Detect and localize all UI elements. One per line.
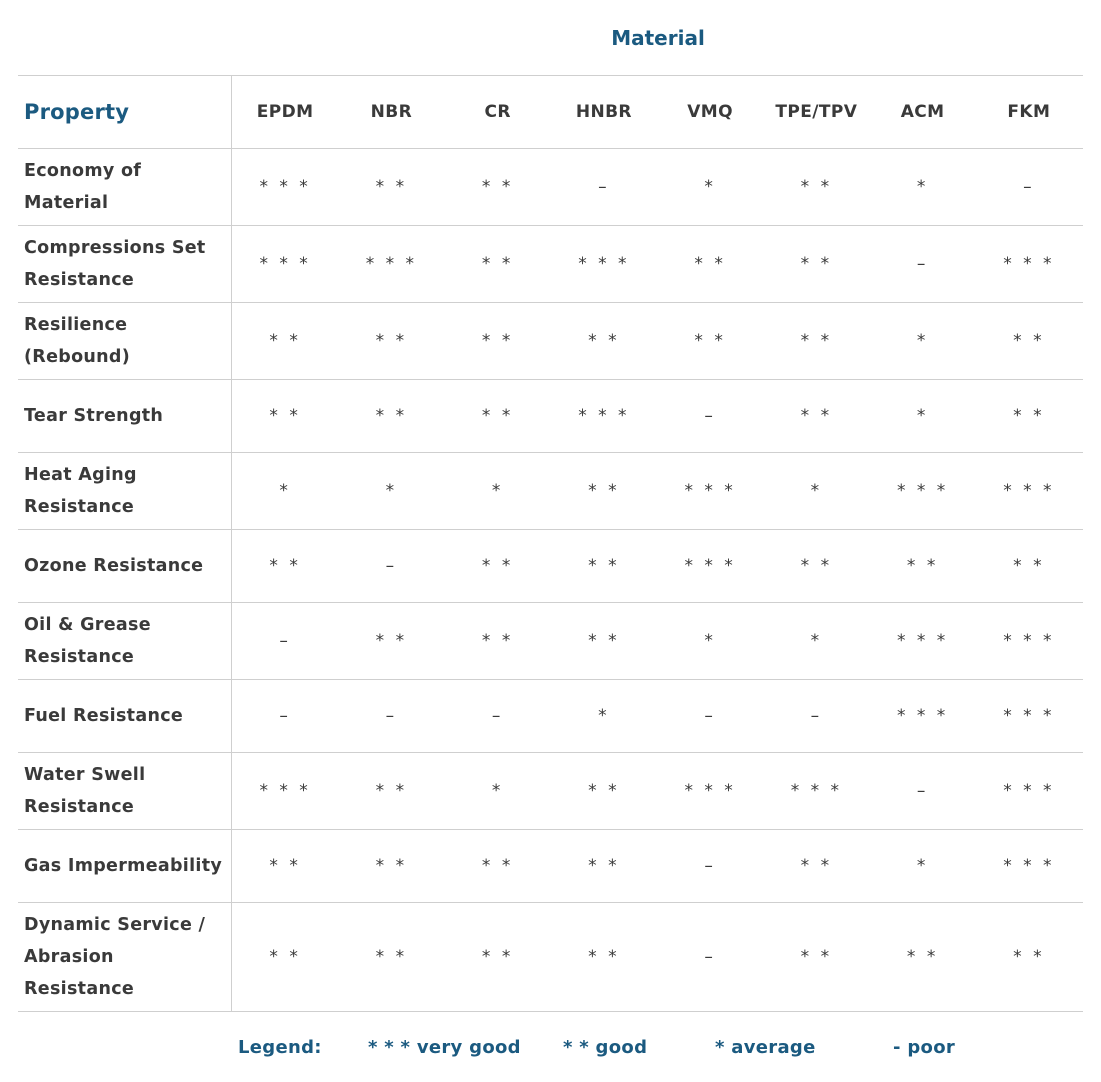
- property-cell: Compressions Set Resistance: [18, 226, 232, 302]
- rating-cell: * *: [800, 331, 833, 351]
- rating-cell: –: [1023, 177, 1035, 197]
- property-cell: Economy of Material: [18, 149, 232, 225]
- property-cell: Gas Impermeability: [18, 830, 232, 902]
- legend-very-good: * * * very good: [368, 1037, 521, 1058]
- rating-cell: * *: [375, 177, 408, 197]
- rating-cell: * *: [375, 781, 408, 801]
- rating-cell: * *: [375, 947, 408, 967]
- rating-cell: * * *: [259, 781, 311, 801]
- rating-cell: * * *: [259, 177, 311, 197]
- rating-cell: *: [810, 481, 823, 501]
- rating-cell: * * *: [684, 556, 736, 576]
- rating-cell: *: [279, 481, 291, 501]
- rating-cell: * *: [906, 556, 939, 576]
- rating-cell: –: [598, 177, 610, 197]
- material-header-hnbr: HNBR: [575, 102, 632, 122]
- property-cell: Oil & Grease Resistance: [18, 603, 232, 679]
- rating-cell: * *: [375, 631, 408, 651]
- rating-cell: –: [279, 631, 291, 651]
- rating-cell: * * *: [1003, 631, 1055, 651]
- rating-cell: * * *: [1003, 481, 1055, 501]
- table-row: [18, 226, 1083, 303]
- rating-cell: * * *: [365, 254, 418, 274]
- rating-cell: *: [916, 331, 929, 351]
- rating-cell: * *: [588, 781, 620, 801]
- rating-cell: * *: [800, 947, 833, 967]
- rating-cell: –: [279, 706, 291, 726]
- rating-cell: * * *: [578, 254, 630, 274]
- rating-cell: * *: [588, 556, 620, 576]
- rating-cell: * *: [1013, 406, 1045, 426]
- table-row: [18, 303, 1083, 380]
- rating-cell: * *: [481, 254, 514, 274]
- rating-cell: * *: [269, 406, 301, 426]
- property-cell: Tear Strength: [18, 380, 232, 452]
- rating-cell: * *: [1013, 331, 1045, 351]
- legend-average: * average: [715, 1037, 816, 1058]
- table-body: [18, 149, 1083, 1012]
- table-row: [18, 680, 1083, 753]
- material-header-nbr: NBR: [370, 102, 413, 122]
- material-header-cr: CR: [484, 102, 511, 122]
- rating-cell: * *: [481, 856, 514, 876]
- legend-poor: - poor: [893, 1037, 956, 1058]
- rating-cell: * * *: [1003, 856, 1055, 876]
- rating-cell: * * *: [896, 706, 949, 726]
- rating-cell: *: [598, 706, 610, 726]
- rating-cell: *: [385, 481, 398, 501]
- table-row: [18, 380, 1083, 453]
- rating-cell: –: [491, 706, 504, 726]
- rating-cell: –: [385, 556, 398, 576]
- rating-cell: * *: [375, 406, 408, 426]
- table-row: [18, 753, 1083, 830]
- rating-cell: * *: [694, 331, 726, 351]
- rating-cell: * *: [481, 631, 514, 651]
- legend-label: Legend:: [238, 1037, 322, 1058]
- property-header: Property: [18, 76, 232, 148]
- rating-cell: * * *: [578, 406, 630, 426]
- material-header-vmq: VMQ: [687, 102, 733, 122]
- rating-cell: * *: [481, 556, 514, 576]
- rating-cell: * * *: [684, 781, 736, 801]
- rating-cell: * * *: [896, 481, 949, 501]
- table-row: [18, 530, 1083, 603]
- rating-cell: * * *: [684, 481, 736, 501]
- rating-cell: *: [704, 177, 716, 197]
- rating-cell: –: [916, 781, 929, 801]
- rating-cell: *: [916, 856, 929, 876]
- legend-good: * * good: [563, 1037, 648, 1058]
- material-header-epdm: EPDM: [256, 102, 314, 122]
- rating-cell: –: [704, 406, 716, 426]
- rating-cell: * *: [481, 331, 514, 351]
- material-title: Material: [611, 26, 705, 50]
- rating-cell: * *: [800, 254, 833, 274]
- rating-cell: * *: [800, 856, 833, 876]
- rating-cell: *: [916, 177, 929, 197]
- property-cell: Dynamic Service / Abrasion Resistance: [18, 903, 232, 1011]
- property-cell: Heat Aging Resistance: [18, 453, 232, 529]
- material-header-tpe-tpv: TPE/TPV: [775, 102, 858, 122]
- rating-cell: –: [385, 706, 398, 726]
- property-cell: Fuel Resistance: [18, 680, 232, 752]
- rating-cell: *: [810, 631, 823, 651]
- rating-cell: –: [704, 947, 716, 967]
- rating-cell: * * *: [1003, 254, 1055, 274]
- rating-cell: * *: [375, 856, 408, 876]
- rating-cell: * *: [269, 556, 301, 576]
- rating-cell: –: [916, 254, 929, 274]
- rating-cell: * *: [588, 331, 620, 351]
- rating-cell: * * *: [896, 631, 949, 651]
- header-row: [18, 76, 1083, 149]
- rating-cell: * *: [1013, 947, 1045, 967]
- rating-cell: * *: [269, 947, 301, 967]
- table-row: [18, 830, 1083, 903]
- legend: [0, 1037, 1101, 1061]
- rating-cell: * *: [1013, 556, 1045, 576]
- rating-cell: * *: [269, 331, 301, 351]
- rating-cell: * * *: [259, 254, 311, 274]
- table-row: [18, 603, 1083, 680]
- table-row: [18, 149, 1083, 226]
- rating-cell: * *: [800, 556, 833, 576]
- rating-cell: * *: [588, 481, 620, 501]
- rating-cell: –: [810, 706, 823, 726]
- property-cell: Resilience (Rebound): [18, 303, 232, 379]
- rating-table: [18, 75, 1083, 1012]
- rating-cell: * * *: [790, 781, 843, 801]
- rating-cell: *: [704, 631, 716, 651]
- rating-cell: * *: [481, 177, 514, 197]
- rating-cell: * * *: [1003, 706, 1055, 726]
- property-cell: Water Swell Resistance: [18, 753, 232, 829]
- rating-cell: –: [704, 856, 716, 876]
- rating-cell: *: [916, 406, 929, 426]
- rating-cell: * *: [588, 631, 620, 651]
- property-cell: Ozone Resistance: [18, 530, 232, 602]
- rating-cell: * *: [588, 856, 620, 876]
- rating-cell: * *: [588, 947, 620, 967]
- table-row: [18, 903, 1083, 1012]
- material-header-acm: ACM: [900, 102, 945, 122]
- rating-cell: * *: [481, 947, 514, 967]
- rating-cell: * *: [269, 856, 301, 876]
- rating-cell: * *: [481, 406, 514, 426]
- rating-cell: * *: [906, 947, 939, 967]
- rating-cell: * * *: [1003, 781, 1055, 801]
- material-header-fkm: FKM: [1007, 102, 1051, 122]
- rating-cell: *: [491, 481, 504, 501]
- rating-cell: * *: [694, 254, 726, 274]
- rating-cell: * *: [800, 177, 833, 197]
- table-row: [18, 453, 1083, 530]
- rating-cell: *: [491, 781, 504, 801]
- rating-cell: * *: [375, 331, 408, 351]
- rating-cell: * *: [800, 406, 833, 426]
- rating-cell: –: [704, 706, 716, 726]
